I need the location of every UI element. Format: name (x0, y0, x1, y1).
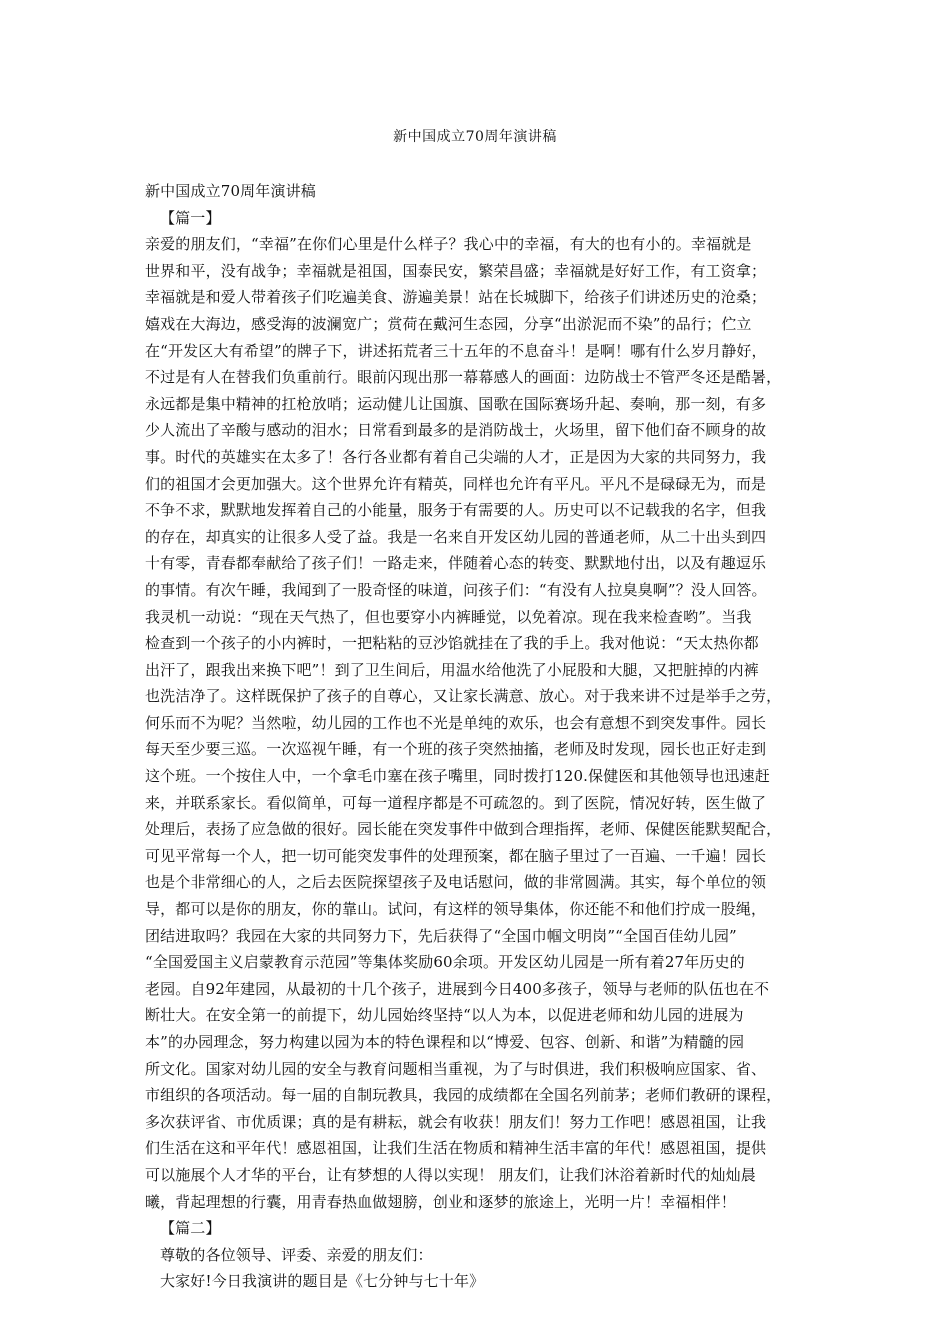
paragraph-line: 不过是有人在替我们负重前行。眼前闪现出那一幕幕感人的画面：边防战士不管严冬还是酷暑， (145, 368, 782, 387)
paragraph-line: 多次获评省、市优质课；真的是有耕耘，就会有收获！朋友们！努力工作吧！感恩祖国，让我 (145, 1112, 767, 1131)
paragraph-line: 可见平常每一个人，把一切可能突发事件的处理预案，都在脑子里过了一百遍、一千遍！园长 (145, 846, 767, 865)
paragraph-line: 的存在，却真实的让很多人受了益。我是一名来自开发区幼儿园的普通老师，从二十出头到四 (145, 527, 767, 546)
paragraph-line: 们的祖国才会更加强大。这个世界允许有精英，同样也允许有平凡。平凡不是碌碌无为，而是 (145, 474, 767, 493)
paragraph-line: 嬉戏在大海边，感受海的波澜宽广；赏荷在戴河生态园，分享“出淤泥而不染”的品行；伫立 (145, 314, 752, 333)
paragraph-line: 世界和平，没有战争；幸福就是祖国，国泰民安，繁荣昌盛；幸福就是好好工作，有工资拿； (145, 261, 767, 280)
paragraph-line: 也洗洁净了。这样既保护了孩子的自尊心，又让家长满意、放心。对于我来讲不过是举手之劳， (145, 687, 782, 706)
section-2-text (145, 1242, 807, 1295)
paragraph-line: 也是个非常细心的人，之后去医院探望孩子及电话慰问，做的非常圆满。其实，每个单位的领 (145, 873, 767, 892)
paragraph-line: 检查到一个孩子的小内裤时，一把粘粘的豆沙馅就挂在了我的手上。我对他说：“天太热你都 (145, 634, 759, 653)
paragraph-line: 亲爱的朋友们，“幸福”在你们心里是什么样子？我心中的幸福，有大的也有小的。幸福就是 (145, 235, 752, 254)
paragraph-line: 团结进取吗？我园在大家的共同努力下，先后获得了“全国巾帼文明岗”“全国百佳幼儿园” (145, 926, 737, 945)
paragraph-line: 来，并联系家长。看似简单，可每一道程序都是不可疏忽的。到了医院，情况好转，医生做了 (145, 793, 767, 812)
paragraph-line: 事。时代的英雄实在太多了！各行各业都有着自己尖端的人才，正是因为大家的共同努力，我 (145, 447, 767, 466)
paragraph-line: 曦，背起理想的行囊，用青春热血做翅膀，创业和逐梦的旅途上，光明一片！幸福相伴！ (145, 1192, 736, 1211)
document-body (145, 178, 807, 1295)
paragraph-line: 出汗了，跟我出来换下吧”！到了卫生间后，用温水给他洗了小屁股和大腿，又把脏掉的内裤 (145, 660, 759, 679)
paragraph-line: 这个班。一个按住人中，一个拿毛巾塞在孩子嘴里，同时拨打120.保健医和其他领导也迅速赶 (145, 767, 770, 786)
paragraph-line: 导，都可以是你的朋友，你的靠山。试问，有这样的领导集体，你还能不和他们拧成一股绳， (145, 900, 767, 919)
document-title: 新中国成立70周年演讲稿 (393, 129, 557, 145)
paragraph-line: 断壮大。在安全第一的前提下，幼儿园始终坚持“以人为本，以促进老师和幼儿园的进展为 (145, 1006, 744, 1025)
paragraph-line: 老园。自92年建园，从最初的十几个孩子，进展到今日400多孩子，领导与老师的队伍也在不 (145, 979, 770, 998)
paragraph-line: 幸福就是和爱人带着孩子们吃遍美食、游遍美景！站在长城脚下，给孩子们讲述历史的沧桑； (145, 288, 767, 307)
paragraph-line: 所文化。国家对幼儿园的安全与教育问题相当重视，为了与时俱进，我们积极响应国家、省、 (145, 1059, 767, 1078)
paragraph-line: 永远都是集中精神的扛枪放哨；运动健儿让国旗、国歌在国际赛场升起、奏响，那一刻，有多 (145, 394, 767, 413)
paragraph-line: 尊敬的各位领导、评委、亲爱的朋友们： (160, 1245, 433, 1264)
paragraph-line: 何乐而不为呢？当然啦，幼儿园的工作也不光是单纯的欢乐，也会有意想不到突发事件。园长 (145, 713, 767, 732)
paragraph-line: “全国爱国主义启蒙教育示范园”等集体奖励60余项。开发区幼儿园是一所有着27年历史的 (145, 953, 745, 972)
paragraph-line: 处理后，表扬了应急做的很好。园长能在突发事件中做到合理指挥，老师、保健医能默契配合， (145, 820, 782, 839)
paragraph-line: 大家好!今日我演讲的题目是《七分钟与七十年》 (160, 1272, 485, 1291)
paragraph-line: 市组织的各项活动。每一届的自制玩教具，我园的成绩都在全国名列前茅；老师们教研的课程， (145, 1086, 782, 1105)
paragraph-line: 本”的办园理念，努力构建以园为本的特色课程和以“博爱、包容、创新、和谐”为精髓的园 (145, 1033, 745, 1051)
section-1-text (145, 231, 807, 1215)
paragraph-line: 我灵机一动说：“现在天气热了，但也要穿小内裤睡觉，以免着凉。现在我来检查哟”。当我 (145, 607, 752, 626)
paragraph-line: 在“开发区大有希望”的牌子下，讲述拓荒者三十五年的不息奋斗！是啊！哪有什么岁月静好， (145, 341, 767, 360)
paragraph-line: 的事情。有次午睡，我闻到了一股奇怪的味道，问孩子们：“有没有人拉臭臭啊”？没人回答。 (145, 580, 767, 599)
paragraph-line: 不争不求，默默地发挥着自己的小能量，服务于有需要的人。历史可以不记载我的名字，但我 (145, 501, 767, 520)
paragraph-line: 们生活在这和平年代！感恩祖国，让我们生活在物质和精神生活丰富的年代！感恩祖国，提供 (145, 1139, 767, 1158)
paragraph-line: 少人流出了辛酸与感动的泪水；日常看到最多的是消防战士，火场里，留下他们奋不顾身的故 (145, 421, 767, 440)
section-label-1: 【篇一】 (160, 208, 221, 227)
section-label-2: 【篇二】 (160, 1219, 221, 1238)
paragraph-line: 可以施展个人才华的平台，让有梦想的人得以实现！ 朋友们，让我们沐浴着新时代的灿灿晨 (145, 1165, 756, 1184)
paragraph-line: 每天至少要三巡。一次巡视午睡，有一个班的孩子突然抽搐，老师及时发现，园长也正好走到 (145, 740, 767, 759)
document-heading: 新中国成立70周年演讲稿 (145, 182, 316, 200)
paragraph-line: 十有零，青春都奉献给了孩子们！一路走来，伴随着心态的转变、默默地付出，以及有趣逗乐 (145, 554, 767, 573)
